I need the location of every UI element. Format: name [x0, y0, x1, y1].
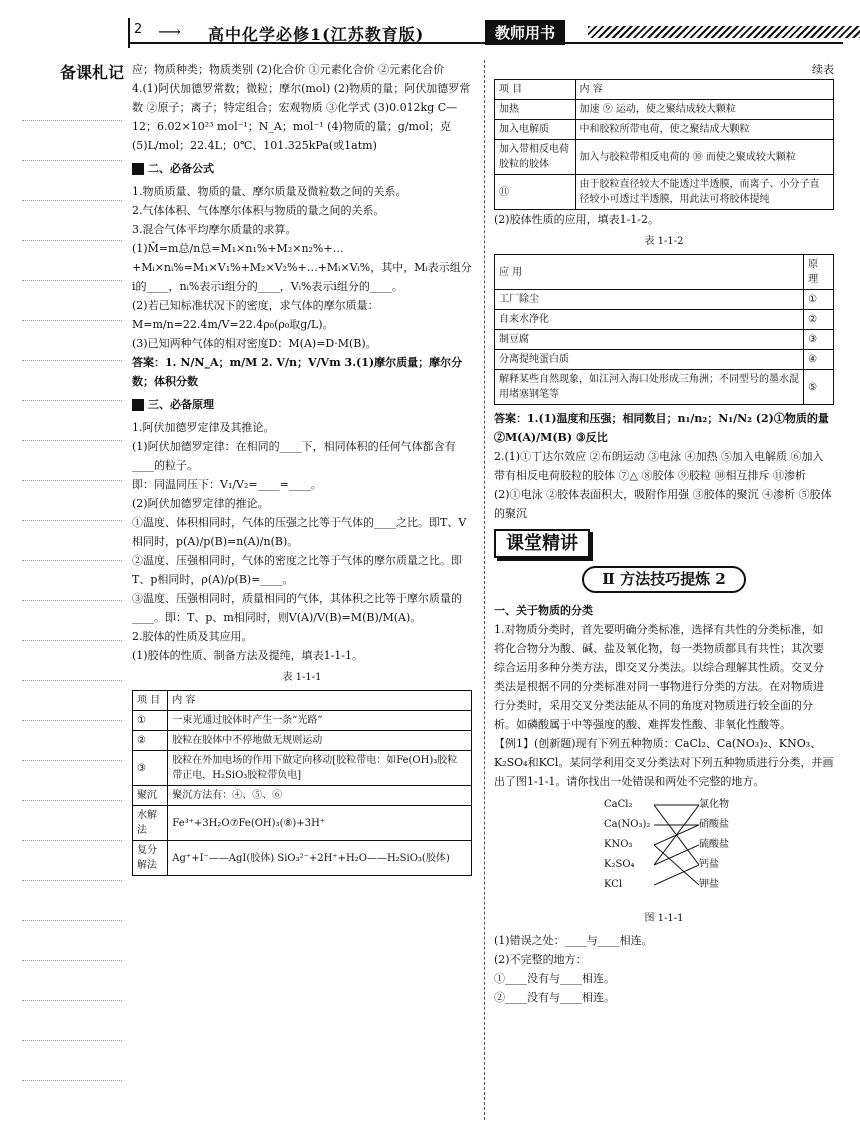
table-cell: ② [133, 731, 168, 751]
header-stripe [588, 26, 860, 38]
table-cell: 项 目 [133, 691, 168, 711]
right-column [494, 60, 834, 1007]
marker-icon [132, 163, 144, 175]
lecture-banner: 课堂精讲 [494, 529, 590, 558]
table-caption: 表 1-1-1 [282, 672, 322, 683]
formula-item: 3.混合气体平均摩尔质量的求算。 [132, 223, 297, 236]
formula-item: 2.气体体积、气体摩尔体积与物质的量之间的关系。 [132, 204, 385, 217]
diagram-item: 钾盐 [699, 879, 719, 890]
principle-item: 即：同温同压下：V₁/V₂=____=____。 [132, 478, 322, 491]
table-cell: ① [804, 290, 834, 310]
classification-diagram [494, 795, 834, 905]
method-pill [494, 566, 834, 593]
table-row [495, 350, 834, 370]
table-cell: 制豆腐 [495, 330, 804, 350]
table-cell: Fe³⁺+3H₂O⑦Fe(OH)₃(⑧)+3H⁺ [168, 806, 472, 841]
marker-icon [132, 399, 144, 411]
table-cell: ③ [804, 330, 834, 350]
method-title: Ⅱ 方法技巧提炼 2 [582, 566, 746, 593]
colloid-table [132, 690, 472, 876]
table-cell: 自来水净化 [495, 310, 804, 330]
lecture-banner-wrap [494, 529, 834, 558]
diagram-item: KNO₃ [604, 839, 633, 850]
table-cell: ② [804, 310, 834, 330]
table-row [495, 80, 834, 100]
table-cell: 原 理 [804, 255, 834, 290]
application-table [494, 254, 834, 405]
book-title: 高中化学必修1(江苏教育版) [208, 25, 425, 44]
table-cell: ⑪ [495, 175, 576, 210]
principle-item: 1.阿伏加德罗定律及其推论。 [132, 421, 275, 434]
table-row [133, 691, 472, 711]
table-row [495, 140, 834, 175]
table-cell: 应 用 [495, 255, 804, 290]
teacher-badge: 教师用书 [485, 20, 565, 45]
table-cell: 胶粒在胶体中不停地做无规则运动 [168, 731, 472, 751]
diagram-item: K₂SO₄ [604, 859, 635, 870]
answer: 答案：1. N/N_A；m/M 2. V/n；V/Vm 3.(1)摩尔质量；摩尔分数；体积分数 [132, 356, 463, 388]
table-cell: 一束光通过胶体时产生一条“光路” [168, 711, 472, 731]
answer: 答案：1.(1)温度和压强；相同数目；n₁/n₂；N₁/N₂ (2)①物质的量 ②M(A)/M(B) ③反比 [494, 412, 829, 444]
table-row [495, 330, 834, 350]
table-cell: 分离提纯蛋白质 [495, 350, 804, 370]
table-cell: ③ [133, 751, 168, 786]
table-cell: 加热 [495, 100, 576, 120]
diagram-item: 硫酸盐 [699, 839, 729, 850]
answer: 2.(1)①丁达尔效应 ②布朗运动 ③电泳 ④加热 ⑤加入电解质 ⑥加入带有相反电荷胶粒的胶体 ⑦△ ⑧胶体 ⑨胶粒 ⑩相互排斥 ⑪渗析 (2)①电泳 ②胶体表面积大，吸附作用强 ③胶体的聚沉 ④渗析 ⑤胶体的聚沉 [494, 450, 832, 520]
principle-item: (1)胶体的性质、制备方法及提纯，填表1-1-1。 [132, 649, 364, 662]
formula-item: (3)已知两种气体的相对密度D：M(A)=D·M(B)。 [132, 337, 377, 350]
table-row [495, 100, 834, 120]
question: ①____没有与____相连。 [494, 972, 615, 985]
table-row [495, 310, 834, 330]
diagram-links [654, 795, 699, 895]
table-cell: 水解法 [133, 806, 168, 841]
table-cell: 中和胶粒所带电荷，使之聚结成大颗粒 [575, 120, 833, 140]
table-row [495, 370, 834, 405]
section-title: 二、必备公式 [148, 162, 214, 175]
table-row [495, 175, 834, 210]
formula-item: (2)若已知标准状况下的密度，求气体的摩尔质量：M=m/n=22.4m/V=22.4ρ₀(ρ₀取g/L)。 [132, 299, 379, 331]
diagram-left [604, 795, 650, 895]
paragraph: 1.对物质分类时，首先要明确分类标准，选择有共性的分类标准，如将化合物分为酸、碱、盐及氧化物，每一类物质都具有共性；其次要综合运用多种分类方法，即交叉分类法。以综合理解其性质。交叉分类法是根据不同的分类标准对同一事物进行分类的方法。在对物质进行分类时，采用交叉分类法能从不同的角度对物质进行较全面的分析。如磷酸属于中等强度的酸、难挥发性酸、非氧化性酸等。 [494, 623, 824, 731]
diagram-item: KCl [604, 879, 623, 890]
table-cell: ⑤ [804, 370, 834, 405]
table-row [133, 786, 472, 806]
table-row [133, 731, 472, 751]
diagram-item: CaCl₂ [604, 799, 633, 810]
question: (2)不完整的地方： [494, 953, 587, 966]
paragraph: 应；物质种类；物质类别 (2)化合价 ①元素化合价 ②元素化合价 [132, 63, 445, 76]
question: ②____没有与____相连。 [494, 991, 615, 1004]
table-cell: 聚沉方法有：④、⑤、⑥ [168, 786, 472, 806]
table-cell: 加入带相反电荷胶粒的胶体 [495, 140, 576, 175]
section-heading [132, 159, 472, 178]
table-row [495, 255, 834, 290]
table-cell: 聚沉 [133, 786, 168, 806]
table-row [133, 711, 472, 731]
figure-caption: 图 1-1-1 [644, 913, 684, 924]
table-cell: Ag⁺+I⁻——AgI(胶体) SiO₃²⁻+2H⁺+H₂O——H₂SiO₃(胶体) [168, 841, 472, 876]
table-row [133, 841, 472, 876]
table-cell: 复分解法 [133, 841, 168, 876]
continued-table [494, 79, 834, 210]
diagram-right [699, 795, 729, 895]
table-cell: 胶粒在外加电场的作用下做定向移动[胶粒带电：如Fe(OH)₃胶粒带正电，H₂SiO₃胶粒带负电] [168, 751, 472, 786]
table-cell: 加入电解质 [495, 120, 576, 140]
principle-item: (1)阿伏加德罗定律：在相同的____下，相同体积的任何气体都含有____的粒子。 [132, 440, 456, 472]
header-rule [128, 42, 843, 44]
principle-item: ②温度、压强相同时，气体的密度之比等于气体的摩尔质量之比。即T、p相同时，ρ(A)/ρ(B)=____。 [132, 554, 462, 586]
principle-item: ①温度、体积相同时，气体的压强之比等于气体的____之比。即T、V相同时，p(A)/p(B)=n(A)/n(B)。 [132, 516, 467, 548]
diagram-item: Ca(NO₃)₂ [604, 819, 651, 830]
continued-label: 续表 [812, 63, 834, 76]
table-cell: 加入与胶粒带相反电荷的 ⑩ 而使之聚成较大颗粒 [575, 140, 833, 175]
question: (1)错误之处：____与____相连。 [494, 934, 653, 947]
paragraph: 4.(1)阿伏加德罗常数；微粒；摩尔(mol) (2)物质的量；阿伏加德罗常数 ②原子；离子；特定组合；宏观物质 ③化学式 (3)0.012kg C—12；6.02×10²³ mol⁻¹；N_A；mol⁻¹ (4)物质的量；g/mol；克 (5)L/mol；22.4L；0℃、101.325kPa(或1atm) [132, 82, 471, 152]
formula-item: 1.物质质量、物质的量、摩尔质量及微粒数之间的关系。 [132, 185, 407, 198]
diagram-item: 氯化物 [699, 799, 729, 810]
table-cell: 内 容 [575, 80, 833, 100]
notes-label: 备课札记 [59, 63, 124, 82]
principle-item: 2.胶体的性质及其应用。 [132, 630, 253, 643]
page-header [128, 18, 828, 44]
table-cell: ④ [804, 350, 834, 370]
table-cell: ① [133, 711, 168, 731]
left-column [132, 60, 472, 876]
table-row [133, 806, 472, 841]
diagram-item: 硝酸盐 [699, 819, 729, 830]
arrow-icon: ⟶ [158, 22, 181, 41]
table-cell: 解释某些自然现象，如江河入海口处形成三角洲；不同型号的墨水混用堵塞钢笔等 [495, 370, 804, 405]
section-heading [132, 395, 472, 414]
subheading: 一、关于物质的分类 [494, 604, 593, 617]
principle-item: ③温度、压强相同时，质量相同的气体，其体积之比等于摩尔质量的____。即：T、p、m相同时，则V(A)/V(B)=M(B)/M(A)。 [132, 592, 462, 624]
example: 【例1】(创新题)现有下列五种物质：CaCl₂、Ca(NO₃)₂、KNO₃、K₂SO₄和KCl。某同学利用交叉分类法对下列五种物质进行分类，并画出了图1-1-1。请你找出一处错误和两处不完整的地方。 [494, 737, 834, 788]
table-row [133, 751, 472, 786]
formula-item: (1)M̄=m总/n总=M₁×n₁%+M₂×n₂%+…+Mᵢ×nᵢ%=M₁×V₁%+M₂×V₂%+…+Mᵢ×Vᵢ%，其中，Mᵢ表示组分i的____，nᵢ%表示i组分的____，Vᵢ%表示i组分的____。 [132, 242, 472, 293]
table-caption: 表 1-1-2 [644, 236, 684, 247]
table-row [495, 120, 834, 140]
diagram-item: 钙盐 [699, 859, 719, 870]
section-title: 三、必备原理 [148, 398, 214, 411]
table-cell: 由于胶粒直径较大不能透过半透膜，而离子、小分子直径较小可透过半透膜，用此法可将胶体提纯 [575, 175, 833, 210]
table-cell: 内 容 [168, 691, 472, 711]
header-bar [128, 18, 130, 48]
page-number: 2 [134, 22, 143, 37]
paragraph: (2)胶体性质的应用，填表1-1-2。 [494, 213, 660, 226]
principle-item: (2)阿伏加德罗定律的推论。 [132, 497, 269, 510]
table-cell: 工厂除尘 [495, 290, 804, 310]
table-cell: 项 目 [495, 80, 576, 100]
table-cell: 加速 ⑨ 运动，使之聚结成较大颗粒 [575, 100, 833, 120]
table-row [495, 290, 834, 310]
cut-line [484, 60, 485, 1120]
